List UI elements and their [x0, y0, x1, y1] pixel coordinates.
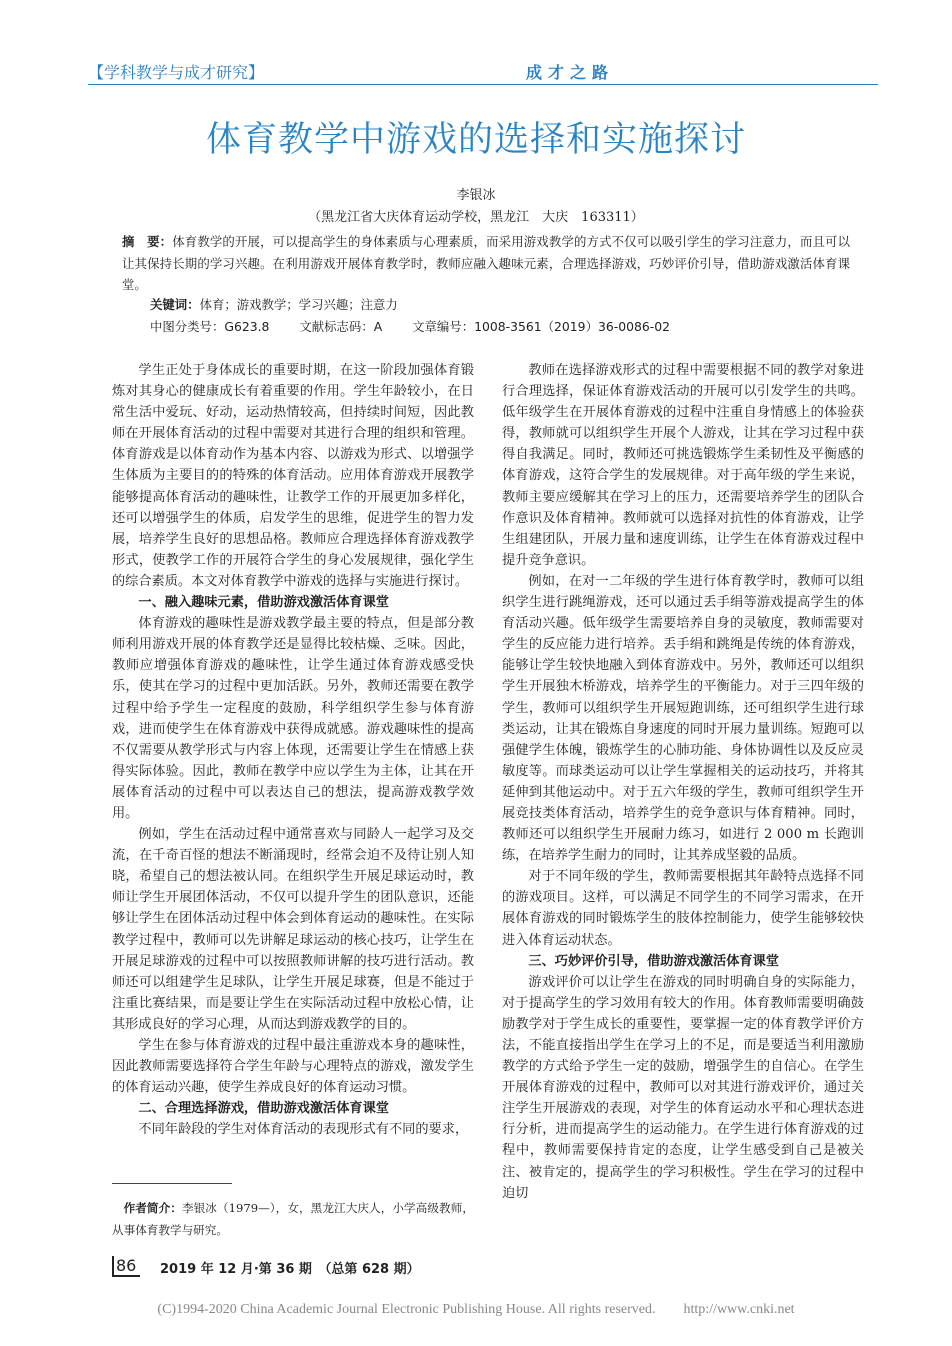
paragraph: 游戏评价可以让学生在游戏的同时明确自身的实际能力，对于提高学生的学习效用有较大的作用。体育教师需要明确鼓励教学对于学生成长的重要性，要掌握一定的体育教学评价方法，不能直接指出学生在学习上的不足，而是要适当利用激励教学的方式给予学生一定的鼓励，增强学生的自信心。在学生开展体育游戏的过程中，教师可以对其进行游戏评价，通过关注学生开展游戏的表现，对学生的体育运动水平和心理状态进行分析，进而提高学生的运动能力。在学生进行体育游戏的过程中，教师需要保持肯定的态度，让学生感受到自己是被关注、被肯定的，提高学生的学习积极性。学生在学习的过程中迫切	[502, 974, 864, 1201]
abstract-text: 体育教学的开展，可以提高学生的身体素质与心理素质，而采用游戏教学的方式不仅可以吸引学生的学习注意力，而且可以让其保持长期的学习兴趣。在利用游戏开展体育教学时，教师应融入趣味元素，合理选择游戏，巧妙评价引导，借助游戏激活体育课堂。	[122, 234, 850, 292]
footnote-rule	[112, 1183, 232, 1184]
clc-number: 中图分类号：G623.8	[150, 319, 270, 334]
section-heading: 三、巧妙评价引导，借助游戏激活体育课堂	[528, 953, 779, 969]
abstract	[122, 231, 850, 296]
section-heading: 一、融入趣味元素，借助游戏激活体育课堂	[138, 595, 389, 611]
footnote-label: 作者简介：	[123, 1201, 182, 1215]
page-number: 86	[112, 1256, 140, 1277]
keywords	[150, 295, 398, 313]
journal-name: 成才之路	[526, 63, 615, 82]
page-footer	[112, 1256, 902, 1284]
paragraph: 体育游戏的趣味性是游戏教学最主要的特点，但是部分教师利用游戏开展的体育教学还是显得比较枯燥、乏味。因此，教师应增强体育游戏的趣味性，让学生通过体育游戏感受快乐，使其在学习的过程中更加活跃。另外，教师还需要在教学过程中给予学生一定程度的鼓励，科学组织学生参与体育游戏，进而使学生在体育游戏中获得成就感。游戏趣味性的提高不仅需要从教学形式与内容上体现，还需要让学生在情感上获得实际体验。因此，教师在教学中应以学生为主体，让其在开展体育活动的过程中可以表达自己的想法，提高游戏教学效用。	[112, 616, 474, 821]
copyright-notice: (C)1994-2020 China Academic Journal Electronic Publishing House. All rights reserved. http://www.cnki.net	[157, 1302, 795, 1317]
classification-line	[150, 317, 696, 335]
footnote-text: 李银冰（1979—），女，黑龙江大庆人，小学高级教师，从事体育教学与研究。	[112, 1201, 474, 1237]
paragraph: 学生在参与体育游戏的过程中最注重游戏本身的趣味性，因此教师需要选择符合学生年龄与心理特点的游戏，激发学生的体育运动兴趣，使学生养成良好的体育运动习惯。	[112, 1038, 474, 1096]
article-number: 文章编号：1008-3561（2019）36-0086-02	[412, 319, 670, 334]
header-rule	[88, 84, 878, 85]
document-code: 文献标志码：A	[299, 319, 383, 334]
abstract-label: 摘 要：	[122, 234, 173, 249]
section-heading: 二、合理选择游戏，借助游戏激活体育课堂	[138, 1101, 389, 1117]
author-name: 李银冰	[456, 188, 496, 203]
running-header	[88, 60, 878, 86]
paragraph: 不同年龄段的学生对体育活动的表现形式有不同的要求，	[138, 1122, 469, 1138]
paragraph: 学生正处于身体成长的重要时期，在这一阶段加强体育锻炼对其身心的健康成长有着重要的作用。学生年龄较小，在日常生活中爱玩、好动，运动热情较高，但持续时间短，因此教师在开展体育活动的过程中需要对其进行合理的组织和管理。体育游戏是以体育动作为基本内容、以游戏为形式、以增强学生体质为主要目的的特殊的体育活动。应用体育游戏开展教学能够提高体育活动的趣味性，让教学工作的开展更加多样化，还可以增强学生的体质，启发学生的思维，促进学生的智力发展，培养学生良好的思想品格。教师应合理选择体育游戏教学形式，使教学工作的开展符合学生的身心发展规律，强化学生的综合素质。本文对体育教学中游戏的选择与实施进行探讨。	[112, 363, 474, 589]
author-affiliation: （黑龙江省大庆体育运动学校，黑龙江 大庆 163311）	[308, 210, 644, 225]
author-footnote	[112, 1197, 474, 1241]
article-title: 体育教学中游戏的选择和实施探讨	[205, 120, 746, 160]
paragraph: 对于不同年级的学生，教师需要根据其年龄特点选择不同的游戏项目。这样，可以满足不同学生的不同学习需求，在开展体育游戏的同时锻炼学生的肢体控制能力，使学生能够较快进入体育运动状态。	[502, 869, 864, 948]
keywords-text: 体育；游戏教学；学习兴趣；注意力	[199, 297, 398, 312]
issue-info: 2019 年 12 月·第 36 期 （总第 628 期）	[160, 1262, 420, 1277]
right-column	[502, 360, 864, 1204]
left-column	[112, 360, 474, 1140]
section-label: 【学科教学与成才研究】	[88, 63, 265, 82]
keywords-label: 关键词：	[150, 297, 200, 312]
paragraph: 例如，在对一二年级的学生进行体育教学时，教师可以组织学生进行跳绳游戏，还可以通过丢手绢等游戏提高学生的体育活动兴趣。低年级学生需要培养自身的灵敏度，教师需要对学生的反应能力进行培养。丢手绢和跳绳是传统的体育游戏，能够让学生较快地融入到体育游戏中。另外，教师还可以组织学生开展独木桥游戏，培养学生的平衡能力。对于三四年级的学生，教师可以组织学生开展短跑训练，还可组织学生进行球类运动，让其在锻炼自身速度的同时开展力量训练。短跑可以强健学生体魄，锻炼学生的心肺功能、身体协调性以及反应灵敏度等。而球类运动可以让学生掌握相关的运动技巧，并将其延伸到其他运动中。对于五六年级的学生，教师可组织学生开展竞技类体育活动，培养学生的竞争意识与体育精神。同时，教师还可以组织学生开展耐力练习，如进行 2 000 m 长跑训练，在培养学生耐力的同时，让其养成坚毅的品质。	[502, 573, 864, 864]
paragraph: 教师在选择游戏形式的过程中需要根据不同的教学对象进行合理选择，保证体育游戏活动的开展可以引发学生的共鸣。低年级学生在开展体育游戏的过程中注重自身情感上的体验获得，教师就可以组织学生开展个人游戏，让其在学习过程中获得自我满足。同时，教师还可挑选锻炼学生柔韧性及平衡感的体育游戏，这符合学生的发展规律。对于高年级的学生来说，教师主要应缓解其在学习上的压力，还需要培养学生的团队合作意识及体育精神。教师就可以选择对抗性的体育游戏，让学生组建团队，开展力量和速度训练，让学生在体育游戏过程中提升竞争意识。	[502, 363, 864, 568]
paragraph: 例如，学生在活动过程中通常喜欢与同龄人一起学习及交流，在千奇百怪的想法不断涌现时，经常会迫不及待让别人知晓，希望自己的想法被认同。在组织学生开展足球运动时，教师让学生开展团体活动，不仅可以提升学生的团队意识，还能够让学生在团体活动过程中体会到体育运动的趣味性。在实际教学过程中，教师可以先讲解足球运动的核心技巧，让学生在开展足球游戏的过程中可以按照教师讲解的技巧进行活动。教师还可以组建学生足球队，让学生开展足球赛，但是不能过于注重比赛结果，而是要让学生在实际活动过程中放松心情，让其形成良好的学习心理，从而达到游戏教学的目的。	[112, 827, 474, 1032]
